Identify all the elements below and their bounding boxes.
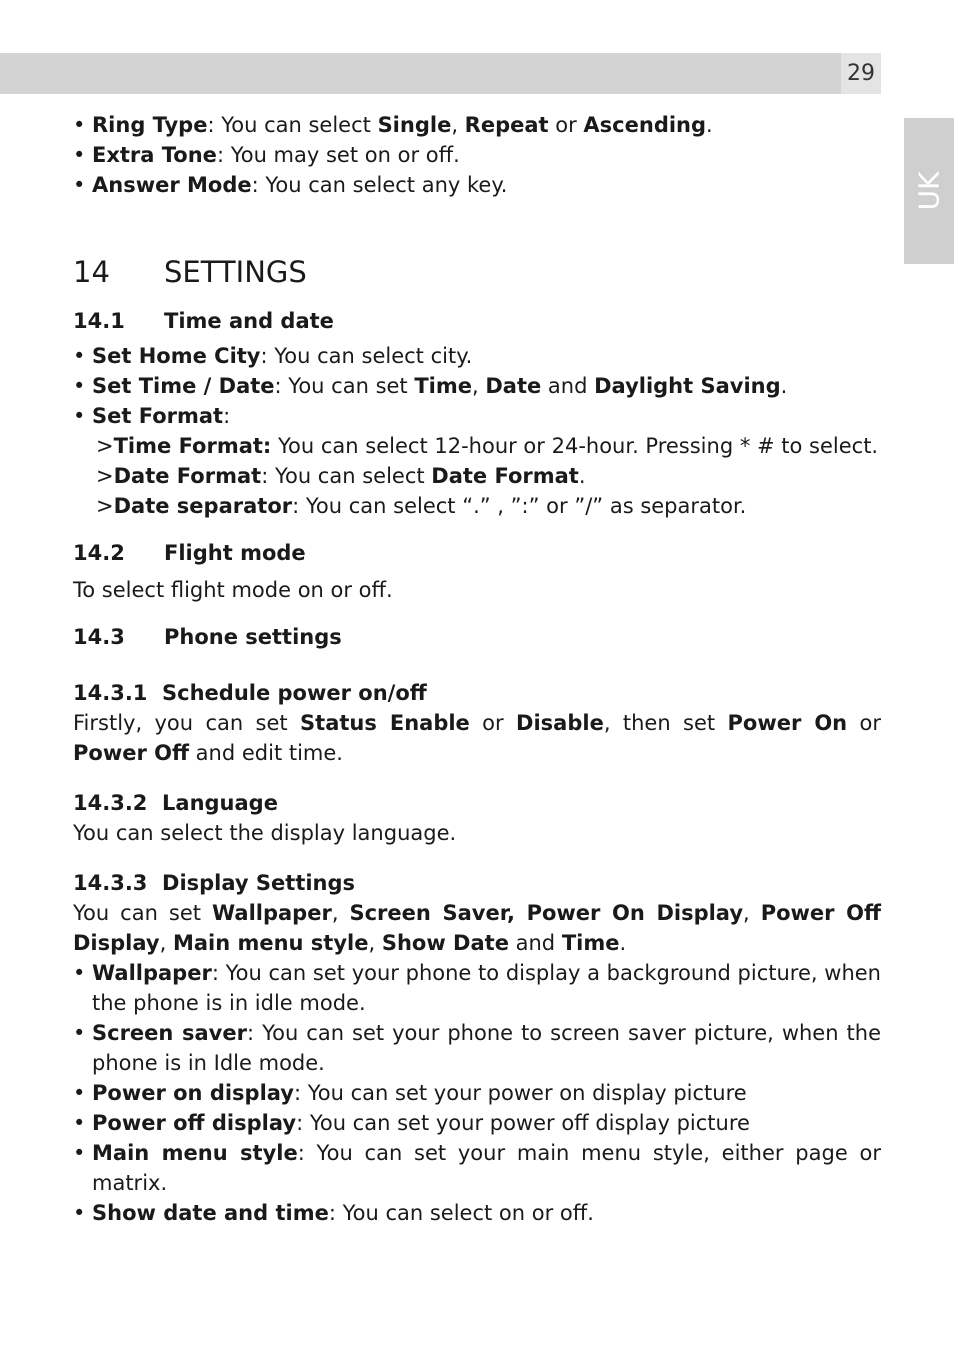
subsection-heading-14-3-1: 14.3.1 Schedule power on/off [73,681,427,705]
sub-list-item: >Date Format: You can select Date Format. [96,464,586,488]
subsection-heading-14-3-2: 14.3.2 Language [73,791,278,815]
subsection-heading-14-1: 14.1 Time and date [73,309,334,333]
sub-list-item: >Date separator: You can select “.” , ”:” or ”/” as separator. [96,494,747,518]
list-item: • Answer Mode: You can select any key. [73,170,881,200]
paragraph: Firstly, you can set Status Enable or Disable, then set Power On or Power Off and edit time. [73,711,881,765]
list-item: • Show date and time: You can select on or off. [73,1198,881,1228]
page-content [73,110,881,1228]
language-side-tab [904,118,954,264]
header-bar [0,53,841,94]
list-item: • Ring Type: You can select Single, Repeat or Ascending. [73,110,881,140]
list-item: • Set Format: [73,401,881,431]
list-item: • Wallpaper: You can set your phone to display a background picture, when the phone is in idle mode. [73,958,881,1018]
paragraph: You can set Wallpaper, Screen Saver, Power On Display, Power Off Display, Main menu style, Show Date and Time. [73,901,881,955]
list-item: • Set Time / Date: You can set Time, Date and Daylight Saving. [73,371,881,401]
list-item: • Extra Tone: You may set on or off. [73,140,881,170]
subsection-heading-14-3: 14.3 Phone settings [73,625,342,649]
paragraph: To select flight mode on or off. [73,578,393,602]
sub-list-item: >Time Format: You can select 12-hour or 24-hour. Pressing * # to select. [96,434,879,458]
language-tab-label: UK [912,171,946,211]
page-number: 29 [841,53,881,94]
list-item: • Power off display: You can set your power off display picture [73,1108,881,1138]
subsection-heading-14-2: 14.2 Flight mode [73,541,306,565]
list-item: • Set Home City: You can select city. [73,341,881,371]
subsection-heading-14-3-3: 14.3.3 Display Settings [73,871,356,895]
list-item: • Main menu style: You can set your main menu style, either page or matrix. [73,1138,881,1198]
section-heading-14: 14 SETTINGS [73,255,307,289]
list-item: • Screen saver: You can set your phone to screen saver picture, when the phone is in Idle mode. [73,1018,881,1078]
list-item: • Power on display: You can set your power on display picture [73,1078,881,1108]
paragraph: You can select the display language. [73,821,457,845]
